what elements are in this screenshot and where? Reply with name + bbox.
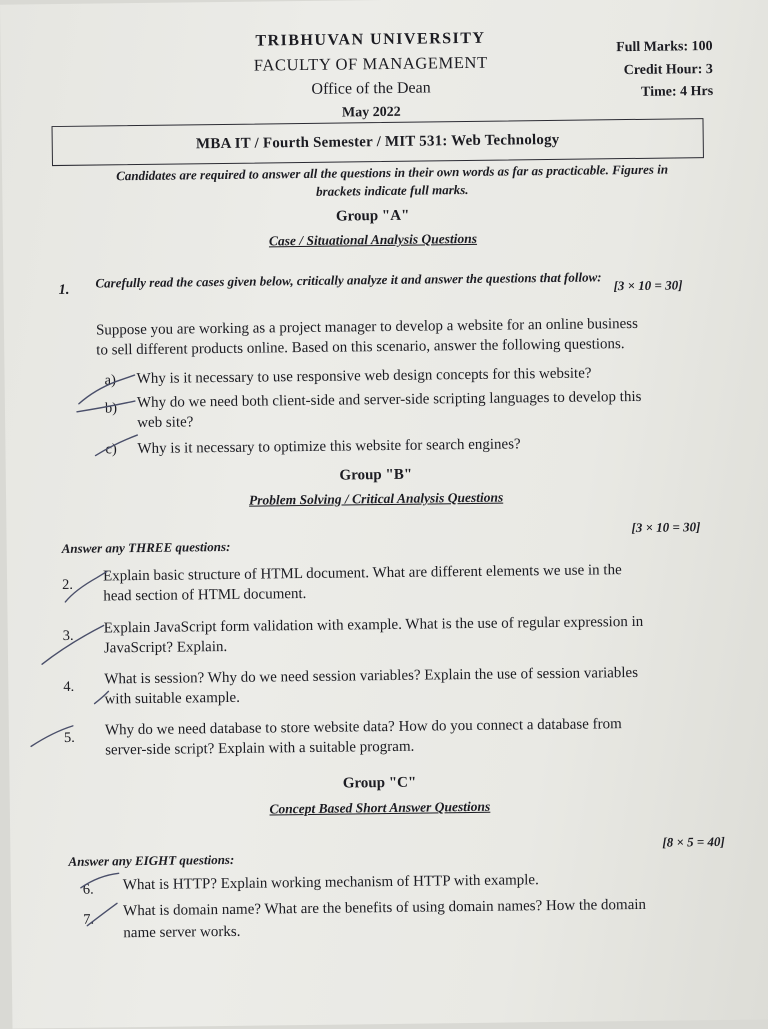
credit-hour: Credit Hour: 3 <box>623 61 713 79</box>
group-b-title: Group "B" <box>339 466 413 484</box>
question-text: Explain JavaScript form validation with example. What is the use of regular expression in <box>103 613 644 637</box>
subquestion-text: Why is it necessary to optimize this website for search engines? <box>137 436 521 458</box>
question-text-cont: head section of HTML document. <box>103 585 307 605</box>
subquestion-text: Why do we need both client-side and server-side scripting languages to develop this <box>136 388 642 412</box>
question-number: 3. <box>62 627 74 644</box>
subquestion-text: Why is it necessary to use responsive web design concepts for this website? <box>136 365 592 388</box>
question-text-cont: JavaScript? Explain. <box>103 638 228 657</box>
instructions-line-1: Candidates are required to answer all the questions in their own words as far as practicable. Figures in <box>116 161 669 184</box>
question-text: What is session? Why do we need session variables? Explain the use of session variables <box>104 664 639 688</box>
full-marks: Full Marks: 100 <box>616 38 713 56</box>
group-c-subtitle: Concept Based Short Answer Questions <box>269 798 491 817</box>
question-number: 1. <box>58 281 70 298</box>
office-name: Office of the Dean <box>311 79 431 98</box>
question-text: Explain basic structure of HTML document. What are different elements we use in the <box>102 562 622 585</box>
question-1-text: Carefully read the cases given below, critically analyze it and answer the questions that follow: <box>95 269 602 291</box>
question-number: 6. <box>82 881 94 898</box>
subquestion-text-cont: web site? <box>137 414 194 432</box>
group-c-marks: [8 × 5 = 40] <box>662 833 725 850</box>
group-b-instruction: Answer any THREE questions: <box>61 538 231 556</box>
subquestion-label: b) <box>104 400 118 417</box>
question-text: What is HTTP? Explain working mechanism of HTTP with example. <box>122 872 539 894</box>
subquestion-label: a) <box>104 372 116 389</box>
group-b-subtitle: Problem Solving / Critical Analysis Questions <box>248 489 504 508</box>
scenario-line-1: Suppose you are working as a project manager to develop a website for an online business <box>95 315 639 339</box>
question-number: 2. <box>62 576 74 593</box>
question-text: What is domain name? What are the benefits of using domain names? How the domain <box>123 896 647 920</box>
university-name: TRIBHUVAN UNIVERSITY <box>255 29 486 50</box>
question-text-cont: with suitable example. <box>104 689 241 708</box>
exam-time: Time: 4 Hrs <box>640 83 714 100</box>
question-text: Why do we need database to store website data? How do you connect a database from <box>104 716 622 739</box>
exam-date: May 2022 <box>341 104 401 121</box>
question-number: 7. <box>83 911 95 928</box>
course-title: MBA IT / Fourth Semester / MIT 531: Web Technology <box>195 131 560 152</box>
question-1-marks: [3 × 10 = 30] <box>613 277 683 294</box>
group-b-marks: [3 × 10 = 30] <box>631 519 701 536</box>
group-a-title: Group "A" <box>335 207 410 225</box>
question-text-cont: server-side script? Explain with a suitable program. <box>105 738 415 759</box>
scenario-line-2: to sell different products online. Based on this scenario, answer the following questions. <box>96 336 625 359</box>
group-c-title: Group "C" <box>342 774 417 792</box>
course-title-box <box>52 118 704 166</box>
question-text-cont: name server works. <box>123 923 241 942</box>
subquestion-label: c) <box>105 441 117 458</box>
group-c-instruction: Answer any EIGHT questions: <box>68 851 235 869</box>
faculty-name: FACULTY OF MANAGEMENT <box>253 52 488 75</box>
question-number: 5. <box>63 729 75 746</box>
instructions-line-2: brackets indicate full marks. <box>316 181 469 199</box>
group-a-subtitle: Case / Situational Analysis Questions <box>268 230 478 249</box>
question-number: 4. <box>63 678 75 695</box>
